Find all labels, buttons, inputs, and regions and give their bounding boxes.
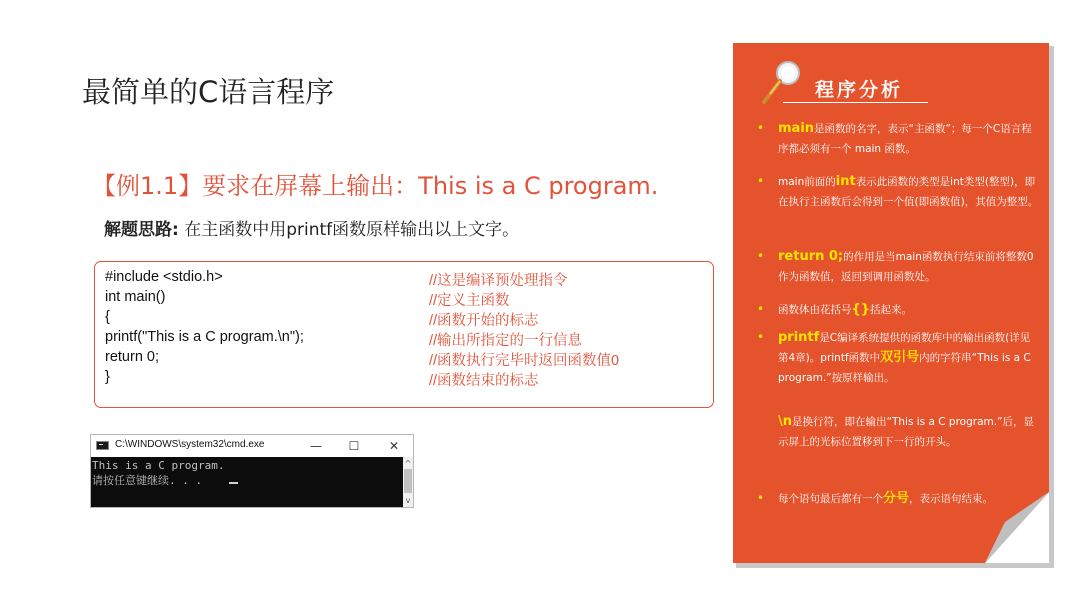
analysis-text: 每个语句最后都有一个	[778, 493, 883, 505]
panel-underline	[783, 102, 928, 103]
bullet-icon	[757, 337, 763, 343]
code-line: {	[105, 309, 110, 325]
analysis-text: 括起来。	[870, 304, 913, 316]
maximize-button[interactable]: ☐	[348, 439, 360, 453]
cmd-output	[91, 457, 403, 507]
keyword-highlight: int	[835, 174, 856, 189]
analysis-item	[778, 119, 1040, 159]
keyword-highlight: return 0;	[778, 249, 844, 264]
bullet-icon	[757, 181, 763, 187]
cmd-window	[90, 434, 414, 508]
cmd-titlebar	[91, 435, 413, 457]
scroll-thumb[interactable]	[404, 469, 412, 493]
bullet-icon	[757, 498, 763, 504]
code-box	[94, 261, 714, 408]
close-button[interactable]: ✕	[388, 439, 400, 453]
code-comment: //输出所指定的一行信息	[429, 333, 583, 349]
scroll-up-icon[interactable]: ^	[404, 459, 412, 468]
cmd-title: C:\WINDOWS\system32\cmd.exe	[115, 439, 265, 450]
solution-idea-text: 在主函数中用printf函数原样输出以上文字。	[178, 220, 520, 240]
bullet-icon	[757, 128, 763, 134]
minimize-button[interactable]: —	[310, 439, 322, 453]
keyword-highlight: 双引号	[880, 350, 920, 365]
code-line: return 0;	[105, 349, 159, 365]
analysis-text: ，表示语句结束。	[909, 493, 994, 505]
analysis-text: 内的字符串“This is a C program.”按原样输出。	[778, 352, 1031, 384]
code-comment: //函数开始的标志	[429, 313, 539, 329]
keyword-highlight: printf	[778, 330, 820, 345]
code-comment: //函数结束的标志	[429, 373, 539, 389]
code-line: }	[105, 369, 110, 385]
bullet-icon	[757, 256, 763, 262]
code-comment: //函数执行完毕时返回函数值0	[429, 353, 620, 369]
keyword-highlight: \n	[778, 414, 793, 429]
analysis-text: 的作用是当main函数执行结束前将整数0作为函数值，返回到调用函数处。	[778, 251, 1034, 283]
cmd-output-line: 请按任意键继续. . .	[92, 474, 203, 487]
cmd-cursor	[229, 482, 238, 484]
cmd-icon	[96, 441, 109, 450]
analysis-item	[778, 328, 1040, 388]
code-line: #include <stdio.h>	[105, 269, 223, 285]
keyword-highlight: 分号	[883, 491, 910, 506]
keyword-highlight: main	[778, 121, 815, 136]
code-comment: //这是编译预处理指令	[429, 273, 568, 289]
slide-title: 最简单的C语言程序	[82, 75, 335, 109]
bullet-icon	[757, 309, 763, 315]
analysis-text: 表示此函数的类型是int类型(整型)，即在执行主函数后会得到一个值(即函数值)，其值为整型。	[778, 176, 1039, 208]
analysis-item	[778, 412, 1040, 452]
scroll-down-icon[interactable]: v	[405, 496, 411, 505]
code-comment: //定义主函数	[429, 293, 510, 309]
analysis-text: 是函数的名字，表示“主函数”；每一个C语言程序都必须有一个 main 函数。	[778, 123, 1032, 155]
cmd-output-line: This is a C program.	[92, 459, 225, 472]
solution-idea-label: 解题思路:	[104, 220, 179, 240]
code-line: printf("This is a C program.\n");	[105, 329, 304, 345]
analysis-item	[778, 300, 1040, 320]
analysis-item	[778, 489, 1028, 509]
cmd-scrollbar[interactable]	[403, 457, 413, 507]
analysis-text: 函数体由花括号	[778, 304, 852, 316]
analysis-item	[778, 247, 1040, 287]
magnifier-icon	[760, 58, 804, 108]
analysis-item	[778, 172, 1040, 212]
analysis-text: 是换行符，即在输出“This is a C program.”后，显示屏上的光标位置移到下一行的开头。	[778, 416, 1035, 448]
code-line: int main()	[105, 289, 166, 305]
panel-heading: 程序分析	[815, 79, 904, 101]
solution-idea	[104, 215, 519, 240]
analysis-text: 是C编译系统提供的函数库中的输出函数(详见第4章)。printf函数中	[778, 332, 1031, 364]
keyword-highlight: {}	[851, 302, 871, 317]
analysis-text: main前面的	[778, 176, 836, 188]
example-heading: 【例1.1】要求在屏幕上输出：This is a C program.	[92, 172, 659, 200]
